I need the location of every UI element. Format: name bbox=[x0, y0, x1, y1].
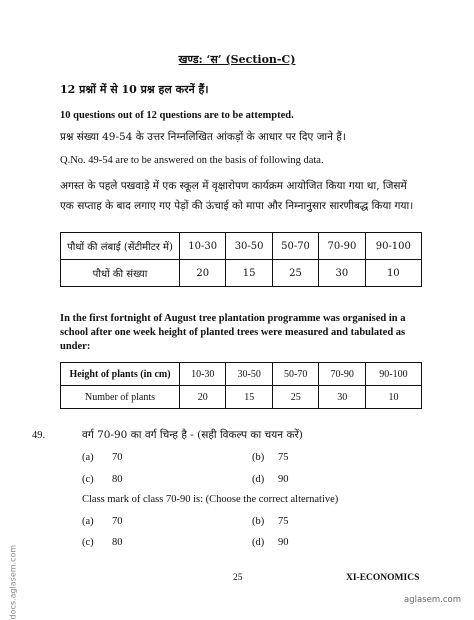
option-value: 80 bbox=[112, 474, 123, 485]
table-cell: 70-90 bbox=[319, 233, 365, 260]
passage-english: In the first fortnight of August tree plantation programme was organised in a school after one week height of planted trees were measured and tabulated as under: bbox=[60, 313, 406, 352]
page-number: 25 bbox=[233, 573, 243, 583]
instruction-english: 10 questions out of 12 questions are to be attempted. bbox=[60, 110, 294, 121]
option-key: (a) bbox=[82, 516, 94, 527]
table-cell: 15 bbox=[226, 386, 272, 409]
table-row bbox=[61, 363, 422, 386]
table-cell: 90-100 bbox=[365, 233, 421, 260]
option-key: (b) bbox=[252, 516, 265, 527]
table-cell: 20 bbox=[180, 386, 226, 409]
option-key: (c) bbox=[82, 474, 94, 485]
passage-hindi: अगस्त के पहले पखवाड़े में एक स्कूल में वृक्षारोपण कार्यक्रम आयोजित किया गया था, जिसमें एक सप्ताह के बाद लगाए गए पेड़ों की ऊंचाई को मापा और निम्नानुसार सारणीबद्ध किया गया। bbox=[60, 180, 414, 212]
qno-note-hindi: प्रश्न संख्या 49-54 के उत्तर निम्नलिखित आंकड़ों के आधार पर दिए जाने हैं। bbox=[60, 131, 346, 143]
option-value: 70 bbox=[112, 452, 123, 463]
table-header-cell: Number of plants bbox=[61, 386, 180, 409]
table-cell: 50-70 bbox=[272, 233, 318, 260]
data-table-english bbox=[60, 362, 422, 409]
table-cell: 10-30 bbox=[180, 363, 226, 386]
option-value: 75 bbox=[278, 516, 289, 527]
table-row bbox=[61, 260, 422, 287]
option-key: (c) bbox=[82, 537, 94, 548]
option-value: 70 bbox=[112, 516, 123, 527]
table-cell: 30 bbox=[319, 260, 365, 287]
table-cell: 70-90 bbox=[319, 363, 365, 386]
option-value: 75 bbox=[278, 452, 289, 463]
table-row bbox=[61, 233, 422, 260]
table-cell: 90-100 bbox=[365, 363, 421, 386]
table-cell: 10 bbox=[365, 260, 421, 287]
option-key: (d) bbox=[252, 537, 265, 548]
table-cell: 30-50 bbox=[226, 233, 272, 260]
table-header-cell: पौधों की लंबाई (सेंटीमीटर में) bbox=[61, 233, 180, 260]
question-text-hindi: वर्ग 70-90 का वर्ग चिन्ह है - (सही विकल्प का चयन करें) bbox=[82, 429, 303, 441]
option-key: (d) bbox=[252, 474, 265, 485]
table-cell: 20 bbox=[180, 260, 226, 287]
table-row bbox=[61, 386, 422, 409]
table-cell: 15 bbox=[226, 260, 272, 287]
option-value: 90 bbox=[278, 474, 289, 485]
option-key: (b) bbox=[252, 452, 265, 463]
table-cell: 25 bbox=[272, 260, 318, 287]
instruction-hindi: 12 प्रश्नों में से 10 प्रश्न हल करनें हैं। bbox=[60, 83, 209, 96]
table-cell: 30 bbox=[319, 386, 365, 409]
side-watermark: docs.aglasem.com bbox=[8, 544, 18, 620]
option-value: 90 bbox=[278, 537, 289, 548]
table-cell: 25 bbox=[272, 386, 318, 409]
data-table-hindi bbox=[60, 232, 422, 287]
table-cell: 30-50 bbox=[226, 363, 272, 386]
table-header-cell: Height of plants (in cm) bbox=[61, 363, 180, 386]
table-header-cell: पौधों की संख्या bbox=[61, 260, 180, 287]
table-cell: 10 bbox=[365, 386, 421, 409]
table-cell: 10-30 bbox=[180, 233, 226, 260]
option-key: (a) bbox=[82, 452, 94, 463]
subject-label: XI-ECONOMICS bbox=[346, 573, 420, 583]
question-number: 49. bbox=[32, 430, 46, 441]
qno-note-english: Q.No. 49-54 are to be answered on the basis of following data. bbox=[60, 155, 324, 166]
table-cell: 50-70 bbox=[272, 363, 318, 386]
option-value: 80 bbox=[112, 537, 123, 548]
corner-watermark: aglasem.com bbox=[404, 595, 461, 605]
question-text-english: Class mark of class 70-90 is: (Choose the correct alternative) bbox=[82, 494, 339, 505]
section-title: खण्ड: ‘स’ (Section-C) bbox=[178, 53, 296, 66]
